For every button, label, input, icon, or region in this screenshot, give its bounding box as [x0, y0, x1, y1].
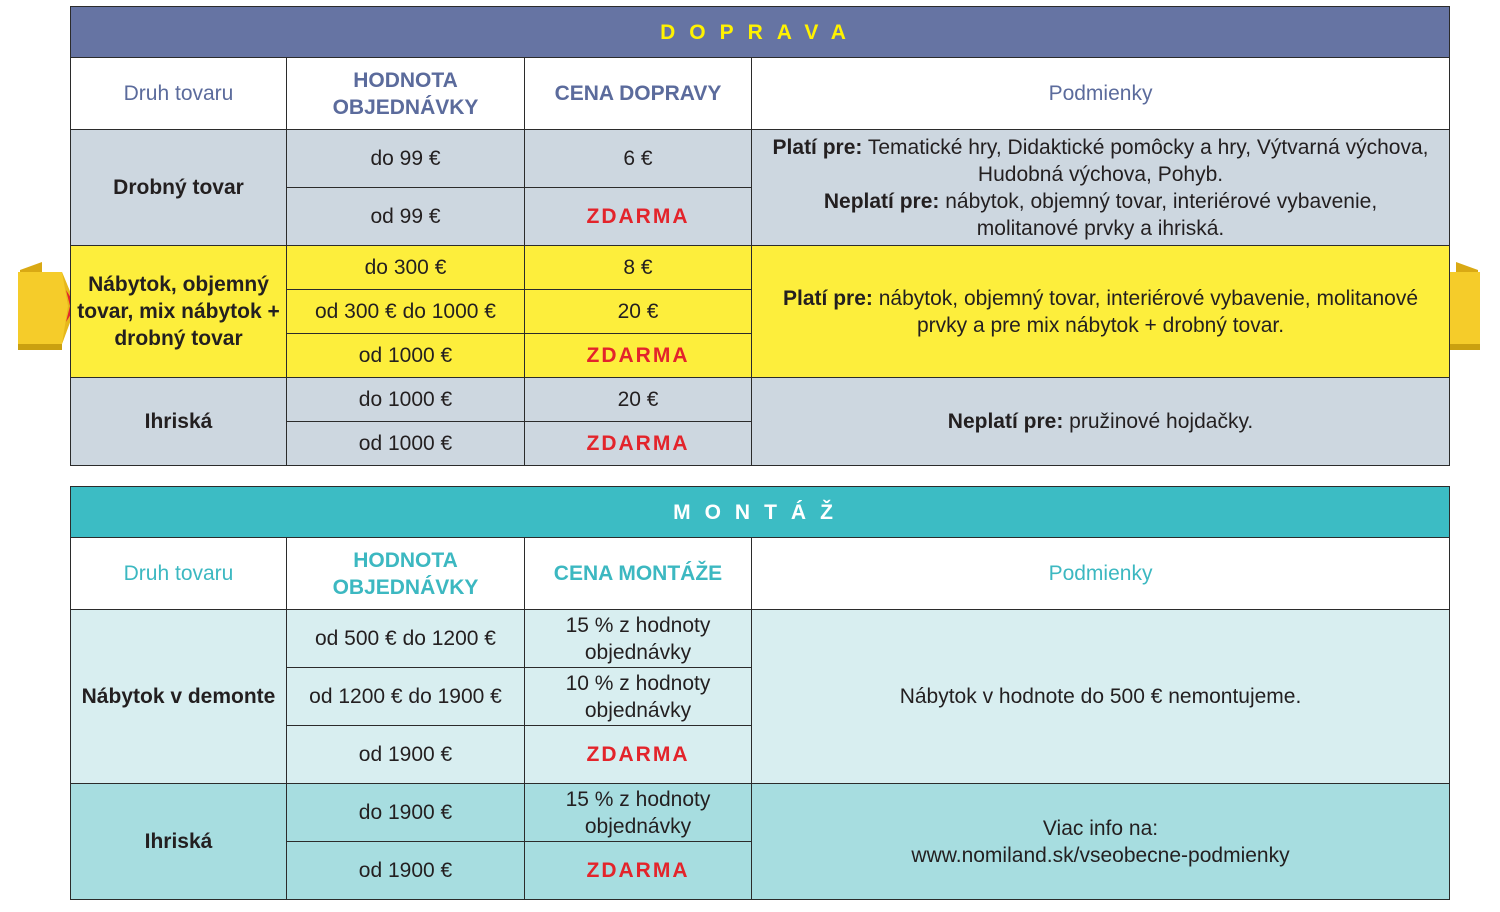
- doprava-table: [70, 6, 1450, 466]
- doprava-title: DOPRAVA: [71, 7, 1450, 58]
- order-value: od 1000 €: [287, 422, 525, 466]
- header-druh-tovaru: Druh tovaru: [71, 58, 287, 130]
- group-name: Nábytok v demonte: [71, 610, 287, 784]
- price-free: ZDARMA: [525, 842, 752, 900]
- price-free: ZDARMA: [525, 422, 752, 466]
- order-value: od 500 € do 1200 €: [287, 610, 525, 668]
- table-row: [71, 246, 1450, 290]
- price-free: ZDARMA: [525, 726, 752, 784]
- montaz-table: [70, 486, 1450, 900]
- order-value: od 99 €: [287, 188, 525, 246]
- conditions: [752, 130, 1450, 246]
- group-name: Ihriská: [71, 784, 287, 900]
- price-free: ZDARMA: [525, 334, 752, 378]
- order-value: do 99 €: [287, 130, 525, 188]
- price: 10 % z hodnoty objednávky: [525, 668, 752, 726]
- table-row: [71, 784, 1450, 842]
- order-value: od 1000 €: [287, 334, 525, 378]
- order-value: do 300 €: [287, 246, 525, 290]
- condition-text: Viac info na:: [1042, 816, 1159, 840]
- order-value: do 1900 €: [287, 784, 525, 842]
- price: 20 €: [525, 290, 752, 334]
- price: 15 % z hodnoty objednávky: [525, 610, 752, 668]
- info-link[interactable]: www.nomiland.sk/vseobecne-podmienky: [911, 843, 1290, 867]
- montaz-header-row: [71, 538, 1450, 610]
- price: 20 €: [525, 378, 752, 422]
- condition-text: nábytok, objemný tovar, interiérové vybavenie, molitanové prvky a ihriská.: [945, 189, 1378, 240]
- header-hodnota-objednavky: HODNOTA OBJEDNÁVKY: [287, 58, 525, 130]
- price: 15 % z hodnoty objednávky: [525, 784, 752, 842]
- condition-label: Platí pre:: [783, 286, 873, 310]
- condition-text: nábytok, objemný tovar, interiérové vybavenie, molitanové prvky a pre mix nábytok + drobný tovar.: [878, 286, 1419, 337]
- header-podmienky: Podmienky: [752, 538, 1450, 610]
- order-value: do 1000 €: [287, 378, 525, 422]
- header-podmienky: Podmienky: [752, 58, 1450, 130]
- condition-text: Tematické hry, Didaktické pomôcky a hry, Výtvarná výchova, Hudobná výchova, Pohyb.: [867, 135, 1429, 186]
- group-name: Ihriská: [71, 378, 287, 466]
- montaz-title: MONTÁŽ: [71, 487, 1450, 538]
- table-row: [71, 378, 1450, 422]
- price: 6 €: [525, 130, 752, 188]
- condition-text: pružinové hojdačky.: [1069, 410, 1254, 433]
- conditions: [752, 784, 1450, 900]
- conditions: [752, 610, 1450, 784]
- condition-label: Neplatí pre:: [947, 410, 1064, 433]
- condition-label: Neplatí pre:: [823, 189, 940, 213]
- table-row: [71, 130, 1450, 188]
- header-druh-tovaru: Druh tovaru: [71, 538, 287, 610]
- order-value: od 1900 €: [287, 842, 525, 900]
- condition-text: Nábytok v hodnote do 500 € nemontujeme.: [899, 685, 1302, 708]
- group-name: Nábytok, objemný tovar, mix nábytok + drobný tovar: [71, 246, 287, 378]
- price-free: ZDARMA: [525, 188, 752, 246]
- header-cena-montaze: CENA MONTÁŽE: [525, 538, 752, 610]
- header-cena-dopravy: CENA DOPRAVY: [525, 58, 752, 130]
- doprava-header-row: [71, 58, 1450, 130]
- condition-label: Platí pre:: [772, 135, 863, 159]
- conditions: [752, 246, 1450, 378]
- order-value: od 1200 € do 1900 €: [287, 668, 525, 726]
- conditions: [752, 378, 1450, 466]
- header-hodnota-objednavky: HODNOTA OBJEDNÁVKY: [287, 538, 525, 610]
- price: 8 €: [525, 246, 752, 290]
- order-value: od 1900 €: [287, 726, 525, 784]
- group-name: Drobný tovar: [71, 130, 287, 246]
- order-value: od 300 € do 1000 €: [287, 290, 525, 334]
- table-row: [71, 610, 1450, 668]
